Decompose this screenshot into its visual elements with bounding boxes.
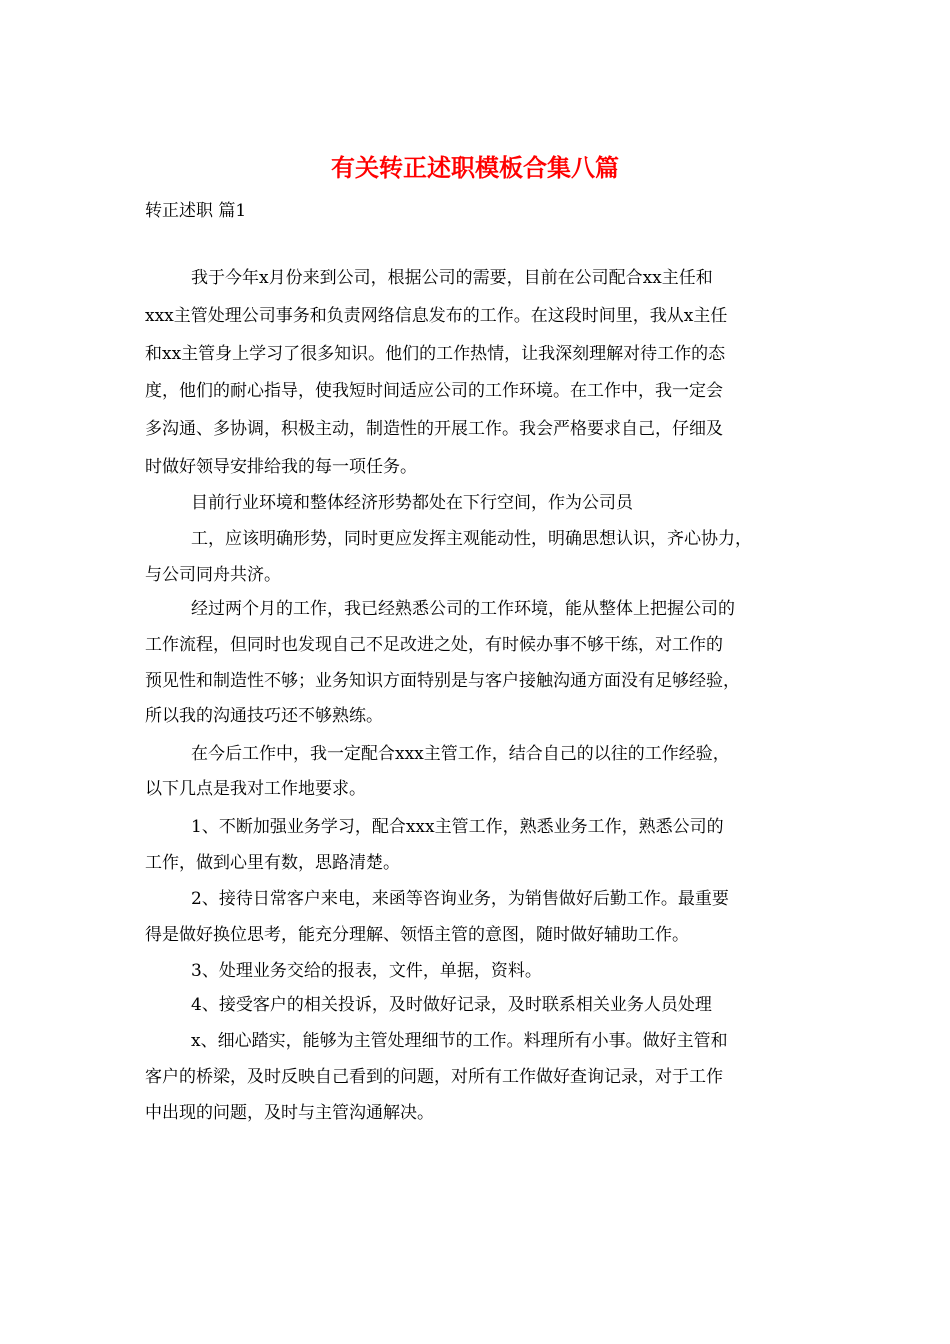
list-item-line: 2、接待日常客户来电，来函等咨询业务，为销售做好后勤工作。最重要 (191, 889, 729, 909)
list-item-line: 1、不断加强业务学习，配合xxx主管工作，熟悉业务工作，熟悉公司的 (191, 817, 724, 837)
paragraph-line: 工作流程，但同时也发现自己不足改进之处，有时候办事不够干练，对工作的 (145, 635, 723, 655)
list-item-line: 工作，做到心里有数，思路清楚。 (145, 853, 400, 873)
paragraph-line: 目前行业环境和整体经济形势都处在下行空间，作为公司员 (191, 493, 633, 513)
paragraph-line: 经过两个月的工作，我已经熟悉公司的工作环境，能从整体上把握公司的 (191, 599, 735, 619)
list-item-line: 客户的桥梁，及时反映自己看到的问题，对所有工作做好查询记录，对于工作 (145, 1067, 723, 1087)
paragraph-line: 多沟通、多协调，积极主动，制造性的开展工作。我会严格要求自己，仔细及 (145, 419, 723, 439)
list-item-line: x、细心踏实，能够为主管处理细节的工作。料理所有小事。做好主管和 (191, 1031, 728, 1051)
list-item-line: 3、处理业务交给的报表，文件，单据，资料。 (191, 961, 542, 981)
list-item-line: 中出现的问题，及时与主管沟通解决。 (145, 1103, 434, 1123)
list-item-line: 4、接受客户的相关投诉，及时做好记录，及时联系相关业务人员处理 (191, 995, 712, 1015)
paragraph-line: 和xx主管身上学习了很多知识。他们的工作热情，让我深刻理解对待工作的态 (145, 344, 726, 364)
paragraph-line: 我于今年x月份来到公司，根据公司的需要，目前在公司配合xx主任和 (191, 268, 713, 288)
paragraph-line: xxx主管处理公司事务和负责网络信息发布的工作。在这段时间里，我从x主任 (145, 306, 728, 326)
section-heading: 转正述职 篇1 (145, 201, 247, 221)
document-title: 有关转正述职模板合集八篇 (331, 153, 619, 182)
paragraph-line: 在今后工作中，我一定配合xxx主管工作，结合自己的以往的工作经验， (191, 744, 730, 764)
paragraph-line: 预见性和制造性不够；业务知识方面特别是与客户接触沟通方面没有足够经验， (145, 671, 740, 691)
paragraph-line: 度，他们的耐心指导，使我短时间适应公司的工作环境。在工作中，我一定会 (145, 381, 723, 401)
paragraph-line: 以下几点是我对工作地要求。 (145, 779, 366, 799)
paragraph-line: 与公司同舟共济。 (145, 565, 281, 585)
paragraph-line: 所以我的沟通技巧还不够熟练。 (145, 706, 383, 726)
list-item-line: 得是做好换位思考，能充分理解、领悟主管的意图，随时做好辅助工作。 (145, 925, 689, 945)
paragraph-line: 工，应该明确形势，同时更应发挥主观能动性，明确思想认识，齐心协力， (191, 529, 752, 549)
paragraph-line: 时做好领导安排给我的每一项任务。 (145, 457, 417, 477)
